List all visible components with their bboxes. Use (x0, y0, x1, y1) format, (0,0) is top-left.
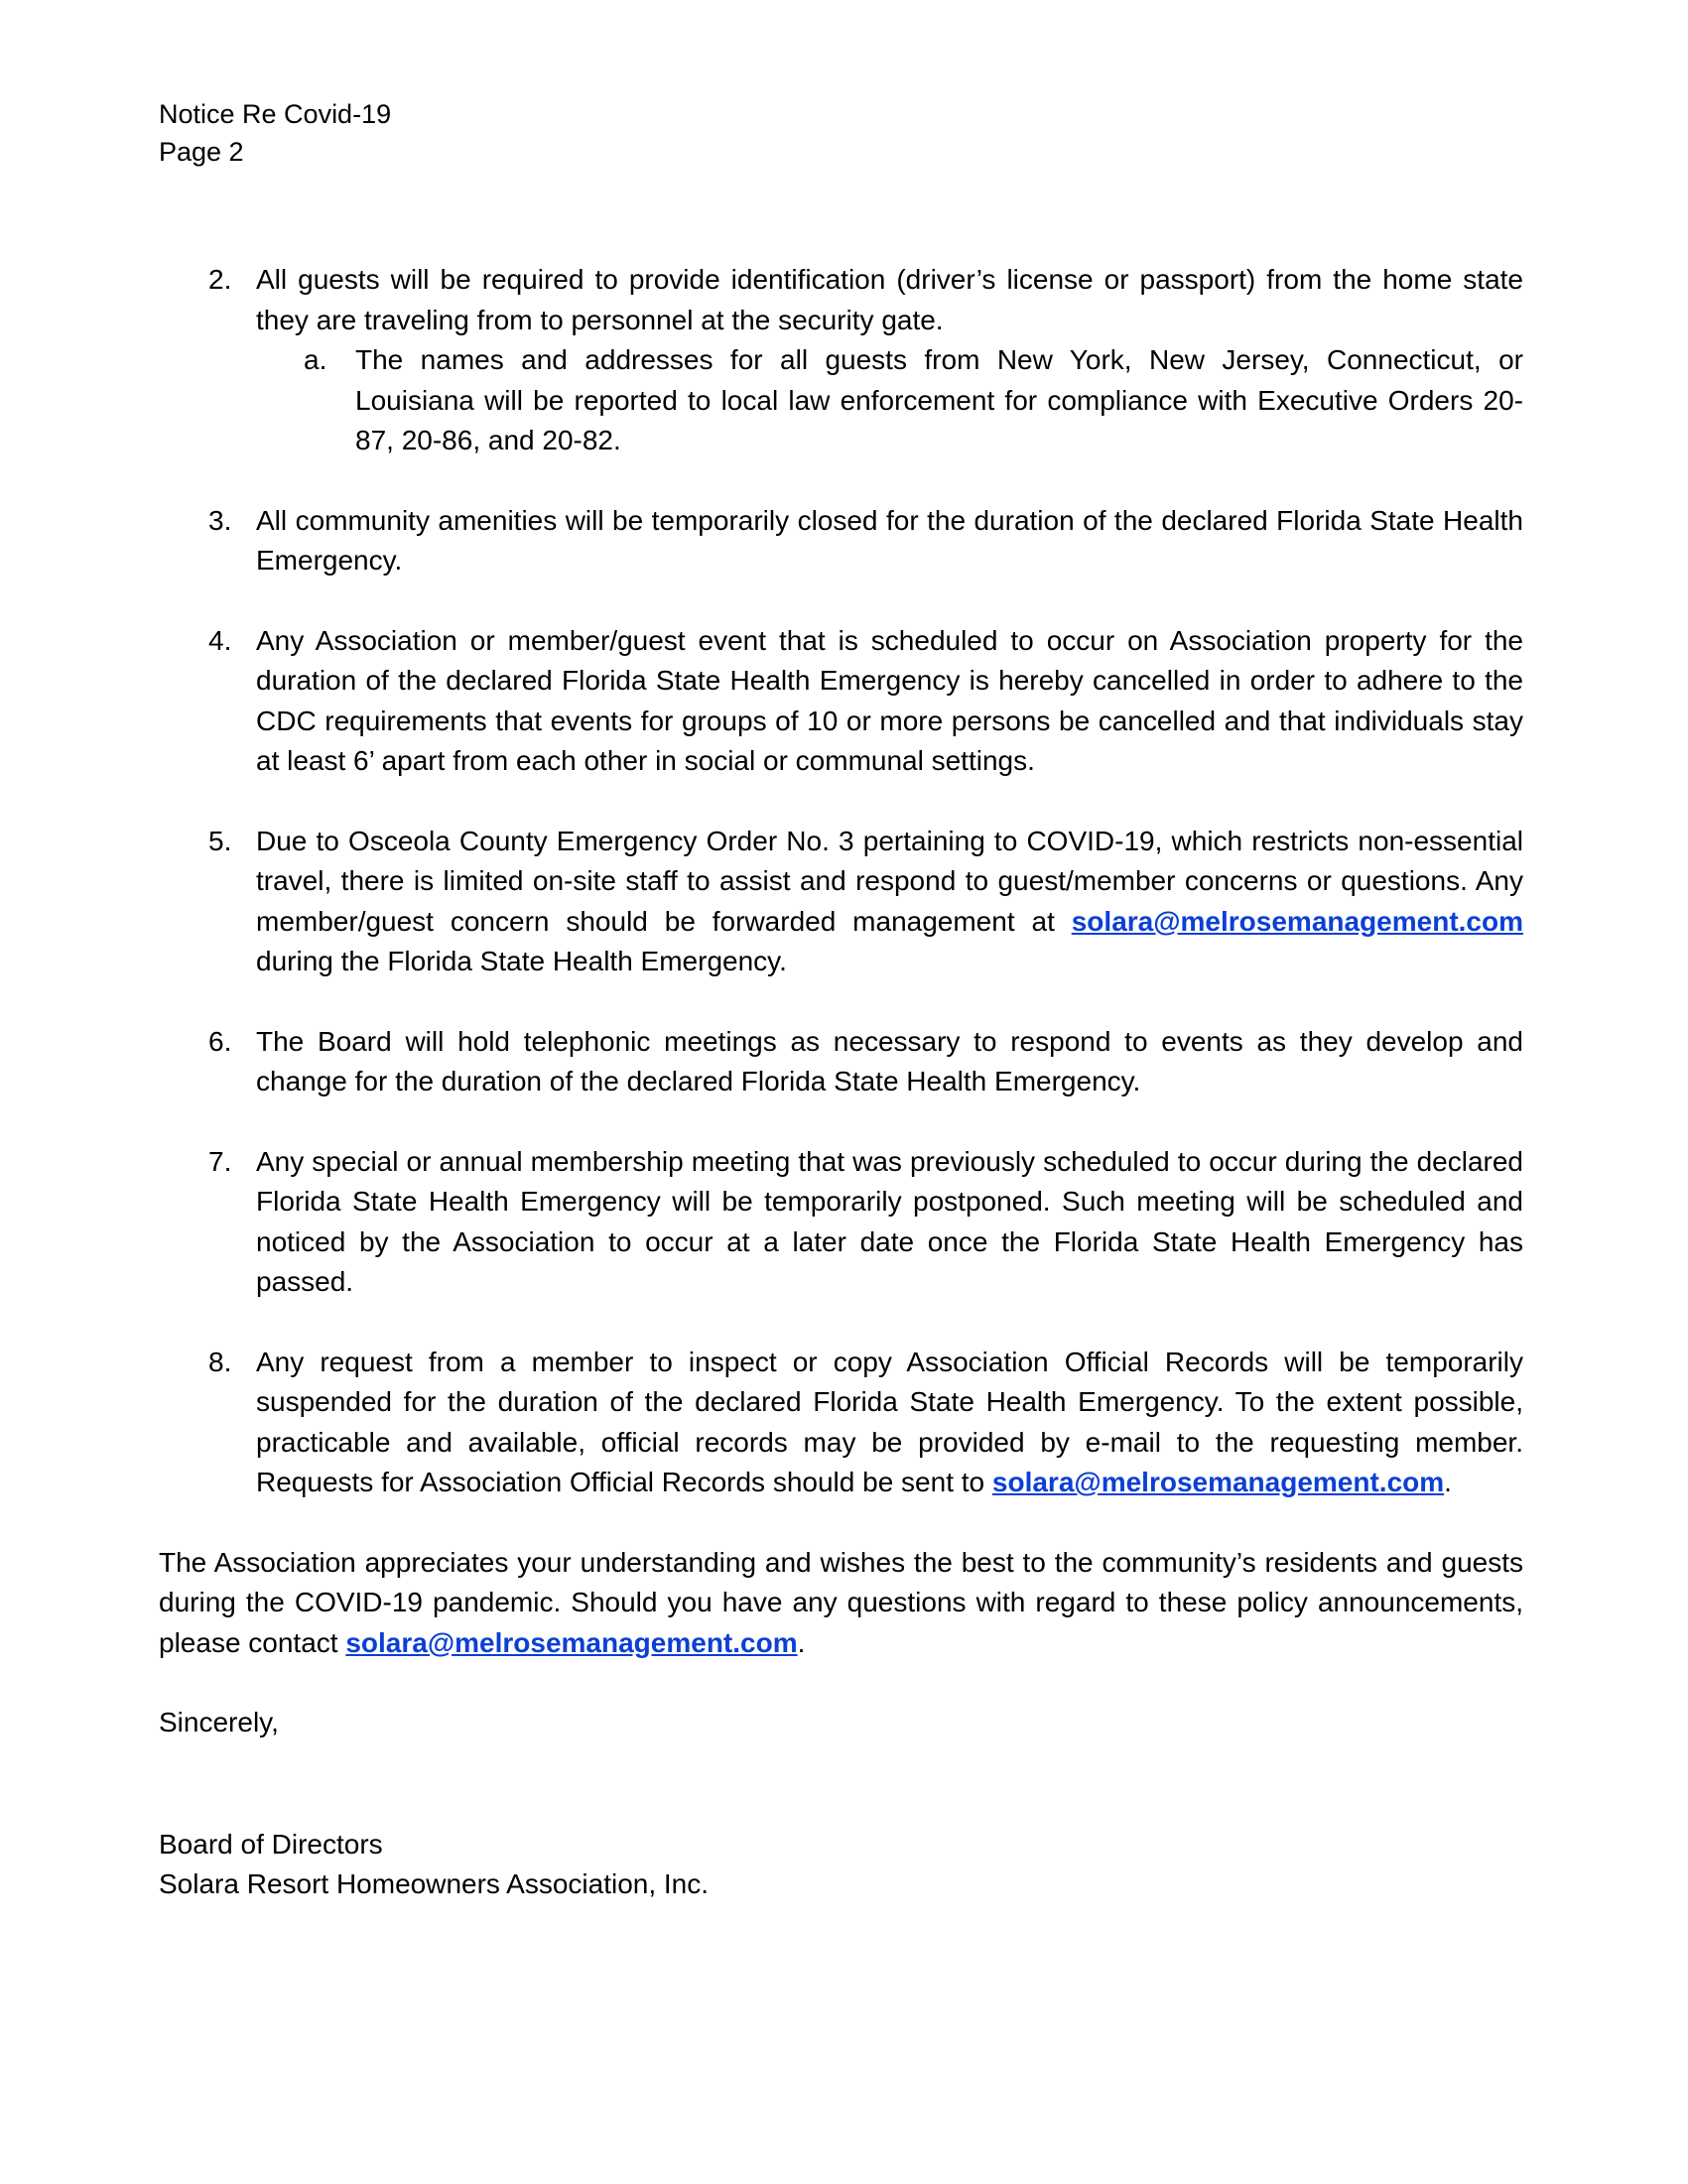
signature-line-association: Solara Resort Homeowners Association, Inc. (159, 1868, 710, 1899)
list-item-number: 4. (208, 624, 232, 656)
salutation: Sincerely, (159, 1707, 279, 1737)
list-item-number: 2. (208, 264, 232, 295)
closing-text-after: . (797, 1626, 806, 1658)
list-item-4 (159, 621, 1523, 782)
email-link[interactable]: solara@melrosemanagement.com (345, 1626, 798, 1658)
header-page-number: Page 2 (159, 137, 244, 167)
list-item-number: 8. (208, 1346, 232, 1377)
page-header (159, 95, 391, 171)
list-item-5 (159, 822, 1523, 982)
list-item-text (256, 822, 1523, 982)
list-item-text: Any special or annual membership meeting that was previously scheduled to occur during the declared Florida State Health Emergency will be temporarily postponed. Such meeting will be scheduled and noticed by the Association to occur at a later date once the Florida State Health Emergency has passed. (256, 1145, 1523, 1297)
sub-list-item-text: The names and addresses for all guests from New York, New Jersey, Connecticut, or Louisiana will be reported to local law enforcement for compliance with Executive Orders 20-87, 20-86, and 20-82. (355, 344, 1523, 455)
list-item-8 (159, 1343, 1523, 1503)
email-link[interactable]: solara@melrosemanagement.com (991, 1467, 1445, 1497)
list-item-number: 3. (208, 504, 232, 536)
list-item-text: The Board will hold telephonic meetings as necessary to respond to events as they develop and change for the duration of the declared Florida State Health Emergency. (256, 1025, 1523, 1096)
header-title: Notice Re Covid-19 (159, 99, 392, 129)
email-link[interactable]: solara@melrosemanagement.com (1071, 905, 1523, 937)
list-item-text-before: Any request from a member to inspect or copy Association Official Records will be temporarily suspended for the duration of the declared Florida State Health Emergency. To the extent possible, practicable and available, official records may be provided by e-mail to the requesting member. Requests for Association Official Records should be sent to (256, 1346, 1523, 1497)
sub-list-item-a (256, 340, 1523, 461)
closing-paragraph (159, 1543, 1523, 1664)
list-item-number: 5. (208, 825, 232, 856)
list-item-6 (159, 1022, 1523, 1102)
list-item-number: 7. (208, 1145, 232, 1177)
list-item-text-before: Due to Osceola County Emergency Order No. 3 pertaining to COVID-19, which restricts non-essential travel, there is limited on-site staff to assist and respond to guest/member concerns or questions. Any member/guest concern should be forwarded management at (256, 825, 1523, 937)
list-item-text (256, 1343, 1523, 1503)
signature-line-board: Board of Directors (159, 1828, 383, 1860)
list-item-text: Any Association or member/guest event that is scheduled to occur on Association property for the duration of the declared Florida State Health Emergency is hereby cancelled in order to adhere to the CDC requirements that events for groups of 10 or more persons be cancelled and that individuals stay at least 6’ apart from each other in social or communal settings. (256, 624, 1523, 776)
list-item-2 (159, 260, 1523, 461)
sub-list-item-letter: a. (304, 344, 327, 375)
closing-text-before: The Association appreciates your understanding and wishes the best to the community’s residents and guests during the COVID-19 pandemic. Should you have any questions with regard to these policy announcements, please contact (159, 1546, 1523, 1658)
list-item-text-after: during the Florida State Health Emergency. (256, 946, 787, 976)
list-item-text-after: . (1444, 1467, 1452, 1497)
list-item-text: All guests will be required to provide identification (driver’s license or passport) from the home state they are traveling from to personnel at the security gate. (256, 264, 1523, 335)
notice-body (159, 260, 1523, 1905)
list-item-text: All community amenities will be temporarily closed for the duration of the declared Florida State Health Emergency. (256, 504, 1523, 576)
list-item-3 (159, 501, 1523, 581)
list-item-number: 6. (208, 1025, 232, 1057)
list-item-7 (159, 1142, 1523, 1303)
signature-block (159, 1825, 1523, 1905)
